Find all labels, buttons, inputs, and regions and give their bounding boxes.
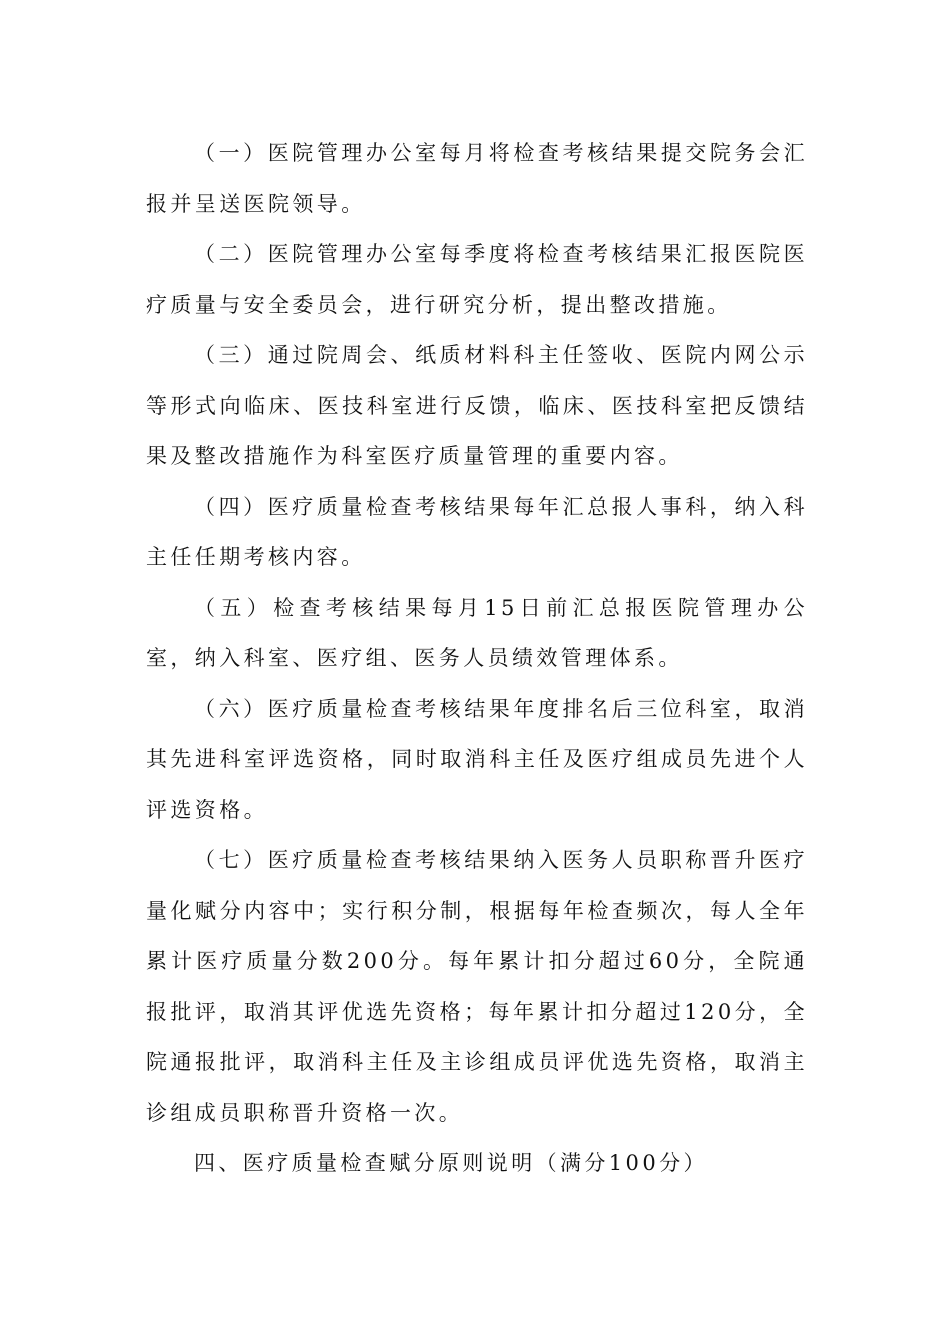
paragraph-3: （三）通过院周会、纸质材料科主任签收、医院内网公示等形式向临床、医技科室进行反馈，临床、医技科室把反馈结果及整改措施作为科室医疗质量管理的重要内容。: [146, 343, 808, 468]
section-heading: 四、医疗质量检查赋分原则说明（满分100分）: [194, 1151, 708, 1175]
paragraph-7: （七）医疗质量检查考核结果纳入医务人员职称晋升医疗量化赋分内容中；实行积分制，根据每年检查频次，每人全年累计医疗质量分数200分。每年累计扣分超过60分，全院通报批评，取消其评优选先资格；每年累计扣分超过120分，全院通报批评，取消科主任及主诊组成员评优选先资格，取消主诊组成员职称晋升资格一次。: [146, 848, 808, 1125]
paragraph-5: （五）检查考核结果每月15日前汇总报医院管理办公室，纳入科室、医疗组、医务人员绩效管理体系。: [146, 595, 808, 670]
paragraph-4: （四）医疗质量检查考核结果每年汇总报人事科，纳入科主任任期考核内容。: [146, 494, 808, 569]
paragraph-2: （二）医院管理办公室每季度将检查考核结果汇报医院医疗质量与安全委员会，进行研究分析，提出整改措施。: [146, 242, 808, 317]
document-body: [146, 128, 808, 1189]
paragraph-6: （六）医疗质量检查考核结果年度排名后三位科室，取消其先进科室评选资格，同时取消科主任及医疗组成员先进个人评选资格。: [146, 696, 808, 822]
paragraph-1: （一）医院管理办公室每月将检查考核结果提交院务会汇报并呈送医院领导。: [146, 141, 808, 216]
